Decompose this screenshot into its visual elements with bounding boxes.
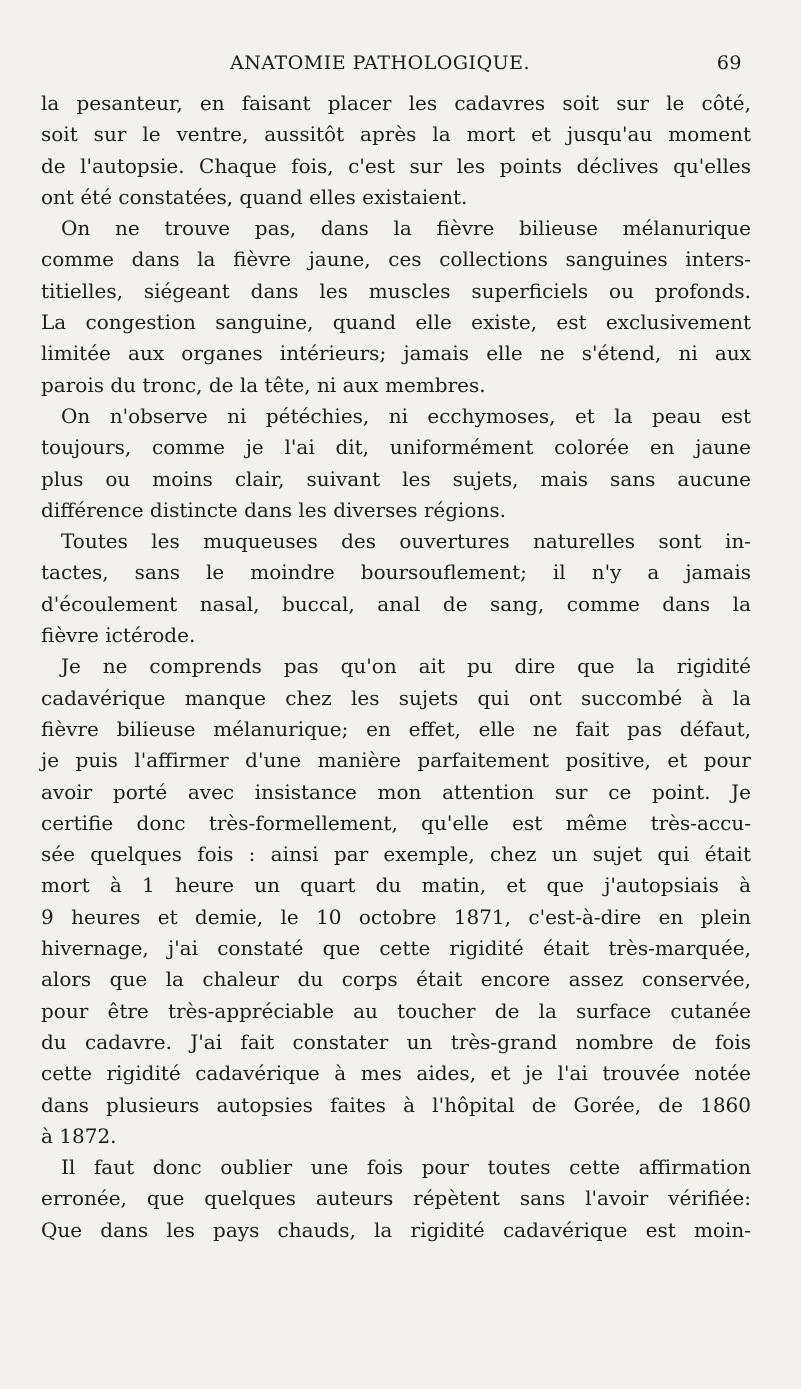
text-line: la pesanteur, en faisant placer les cadavres soit sur le côté, — [41, 91, 751, 115]
text-line: Je ne comprends pas qu'on ait pu dire que la rigidité — [61, 654, 751, 679]
text-line: plus ou moins clair, suivant les sujets, mais sans aucune — [41, 466, 751, 491]
running-title: ANATOMIE PATHOLOGIQUE. — [230, 52, 531, 74]
text-line: pour être très-appréciable au toucher de la surface cutanée — [41, 998, 751, 1023]
text-line: toujours, comme je l'ai dit, uniformément colorée en jaune — [41, 435, 751, 460]
text-line: certifie donc très-formellement, qu'elle est même très-accu- — [41, 810, 751, 835]
text-line: soit sur le ventre, aussitôt après la mort et jusqu'au moment — [41, 122, 751, 147]
text-line: parois du tronc, de la tête, ni aux membres. — [41, 372, 486, 397]
text-line: comme dans la fièvre jaune, ces collections sanguines inters- — [41, 247, 751, 272]
text-line: La congestion sanguine, quand elle existe, est exclusivement — [41, 310, 751, 335]
text-line: cette rigidité cadavérique à mes aides, et je l'ai trouvée notée — [41, 1061, 751, 1086]
text-line: mort à 1 heure un quart du matin, et que j'autopsiais à — [41, 873, 751, 898]
text-line: hivernage, j'ai constaté que cette rigidité était très-marquée, — [41, 936, 751, 961]
text-line: du cadavre. J'ai fait constater un très-grand nombre de fois — [41, 1029, 751, 1054]
text-line: erronée, que quelques auteurs répètent sans l'avoir vérifiée: — [41, 1186, 751, 1211]
text-line: Toutes les muqueuses des ouvertures naturelles sont in- — [61, 529, 751, 554]
text-line: dans plusieurs autopsies faites à l'hôpital de Gorée, de 1860 — [41, 1092, 751, 1117]
text-line: de l'autopsie. Chaque fois, c'est sur les points déclives qu'elles — [41, 153, 751, 178]
text-line: fièvre bilieuse mélanurique; en effet, elle ne fait pas défaut, — [41, 716, 751, 741]
text-line: avoir porté avec insistance mon attention sur ce point. Je — [41, 779, 751, 804]
text-line: différence distincte dans les diverses régions. — [41, 497, 506, 522]
text-line: d'écoulement nasal, buccal, anal de sang, comme dans la — [41, 591, 751, 616]
page-number: 69 — [716, 52, 742, 74]
text-line: je puis l'affirmer d'une manière parfaitement positive, et pour — [41, 748, 751, 773]
text-line: ont été constatées, quand elles existaient. — [41, 184, 468, 209]
text-line: On ne trouve pas, dans la fièvre bilieuse mélanurique — [61, 216, 751, 241]
text-line: fièvre ictérode. — [41, 623, 196, 648]
text-line: titielles, siégeant dans les muscles superficiels ou profonds. — [41, 278, 751, 303]
text-line: On n'observe ni pétéchies, ni ecchymoses, et la peau est — [61, 403, 751, 428]
text-line: limitée aux organes intérieurs; jamais elle ne s'étend, ni aux — [41, 341, 751, 366]
running-head — [212, 52, 742, 82]
text-line: Il faut donc oublier une fois pour toutes cette affirmation — [61, 1155, 751, 1180]
text-line: cadavérique manque chez les sujets qui ont succombé à la — [41, 685, 751, 710]
text-line: sée quelques fois : ainsi par exemple, chez un sujet qui était — [41, 842, 751, 867]
body-text — [41, 88, 751, 1246]
text-line: alors que la chaleur du corps était encore assez conservée, — [41, 967, 751, 992]
text-line: Que dans les pays chauds, la rigidité cadavérique est moin- — [41, 1217, 751, 1242]
text-line: à 1872. — [41, 1123, 117, 1148]
text-line: 9 heures et demie, le 10 octobre 1871, c'est-à-dire en plein — [41, 904, 751, 929]
text-line: tactes, sans le moindre boursouflement; il n'y a jamais — [41, 560, 751, 585]
